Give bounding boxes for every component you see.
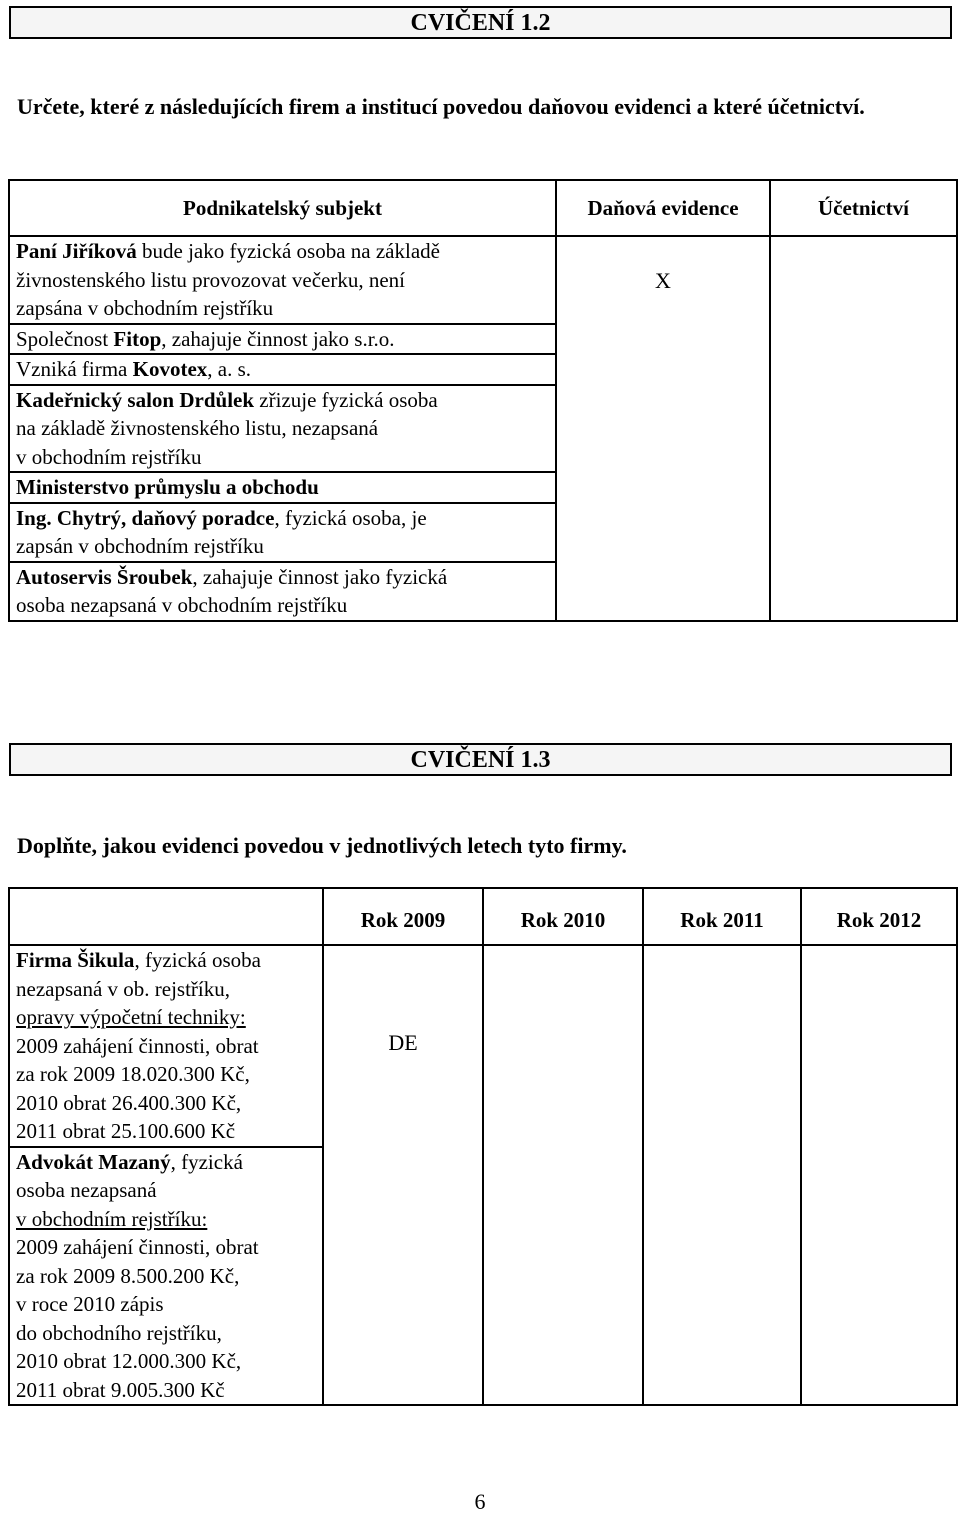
exercise-1-3-title: CVIČENÍ 1.3	[9, 743, 952, 776]
subject-cell: Společnost Fitop, zahajuje činnost jako s.r.o.	[9, 324, 556, 355]
firm-cell: Firma Šikula, fyzická osoba nezapsaná v ob. rejstříku, opravy výpočetní techniky: 2009 zahájení činnosti, obrat za rok 2009 18.020.300 Kč, 2010 obrat 26.400.300 Kč, 2011 obrat 25.100.600 Kč	[9, 945, 323, 1147]
exercise-1-2-table	[8, 179, 958, 622]
year-2009-mark: DE	[388, 1030, 418, 1055]
firm-cell: Advokát Mazaný, fyzická osoba nezapsaná v obchodním rejstříku: 2009 zahájení činnosti, obrat za rok 2009 8.500.200 Kč, v roce 2010 zápis do obchodního rejstříku, 2010 obrat 12.000.300 Kč, 2011 obrat 9.005.300 Kč	[9, 1147, 323, 1406]
subject-cell: Kadeřnický salon Drdůlek zřizuje fyzická osoba na základě živnostenského listu, nezapsaná v obchodním rejstříku	[9, 385, 556, 473]
table-row	[9, 236, 957, 324]
year-2010-cell[interactable]	[483, 945, 643, 1405]
exercise-1-2-title: CVIČENÍ 1.2	[9, 6, 952, 39]
subject-cell: Autoservis Šroubek, zahajuje činnost jako fyzická osoba nezapsaná v obchodním rejstříku	[9, 562, 556, 621]
header-subject: Podnikatelský subjekt	[9, 180, 556, 236]
subject-cell: Ing. Chytrý, daňový poradce, fyzická osoba, je zapsán v obchodním rejstříku	[9, 503, 556, 562]
exercise-1-3-instruction: Doplňte, jakou evidenci povedou v jednotlivých letech tyto firmy.	[17, 833, 627, 858]
exercise-1-3-table	[8, 887, 958, 1406]
exercise-1-2-instruction: Určete, které z následujících firem a institucí povedou daňovou evidenci a které účetnictví.	[17, 94, 865, 119]
header-year-2010: Rok 2010	[483, 888, 643, 945]
header-year-2011: Rok 2011	[643, 888, 801, 945]
header-year-2009: Rok 2009	[323, 888, 483, 945]
subject-cell: Ministerstvo průmyslu a obchodu	[9, 472, 556, 503]
empty-header-cell	[9, 888, 323, 945]
table-header-row	[9, 180, 957, 236]
tax-mark: X	[655, 268, 671, 293]
year-2009-cell[interactable]	[323, 945, 483, 1405]
subject-cell: Paní Jiříková bude jako fyzická osoba na základě živnostenského listu provozovat večerku, není zapsána v obchodním rejstříku	[9, 236, 556, 324]
year-2011-cell[interactable]	[643, 945, 801, 1405]
subject-cell: Vzniká firma Kovotex, a. s.	[9, 354, 556, 385]
accounting-cell[interactable]	[770, 236, 957, 621]
table-row	[9, 945, 957, 1147]
header-accounting: Účetnictví	[770, 180, 957, 236]
header-year-2012: Rok 2012	[801, 888, 957, 945]
page-number: 6	[474, 1489, 486, 1514]
header-tax-records: Daňová evidence	[556, 180, 770, 236]
table-header-row	[9, 888, 957, 945]
tax-records-cell[interactable]	[556, 236, 770, 621]
year-2012-cell[interactable]	[801, 945, 957, 1405]
